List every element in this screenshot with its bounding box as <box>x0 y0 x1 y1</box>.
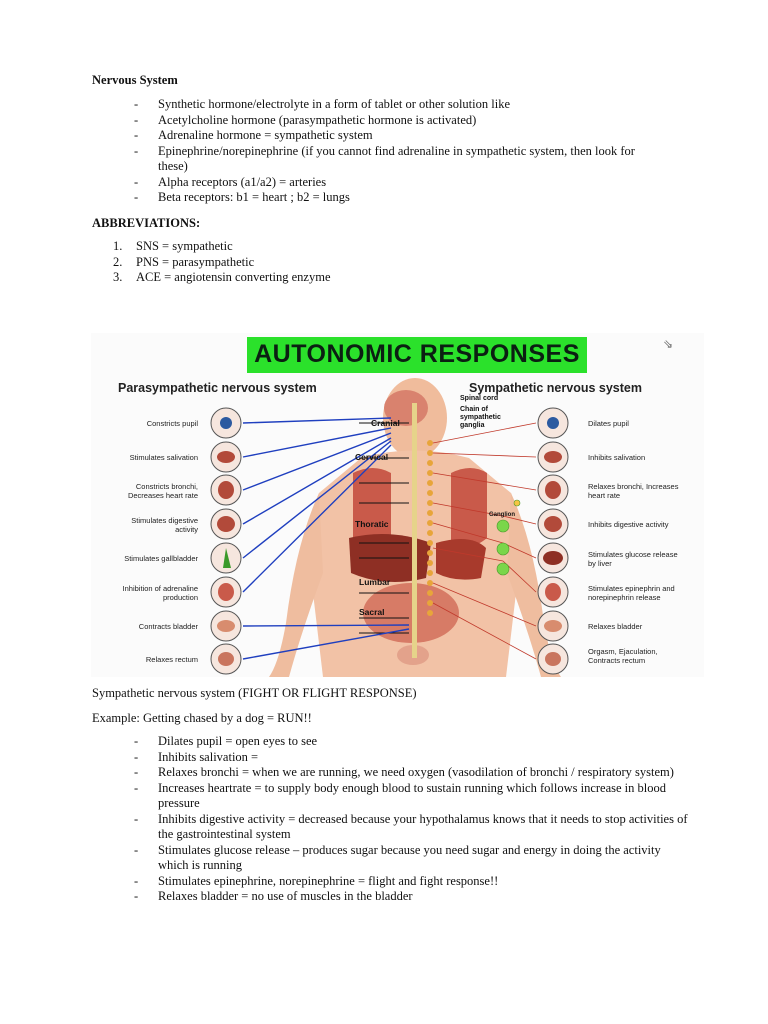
list-item: - Inhibits salivation = <box>134 749 259 764</box>
list-item: - Alpha receptors (a1/a2) = arteries <box>134 174 327 189</box>
list-item: - Stimulates glucose release – produces sugar because you need sugar and energy in doing the activity which is running <box>134 842 661 872</box>
section-heading: Nervous System <box>92 73 178 87</box>
abbreviations-heading: ABBREVIATIONS: <box>92 216 201 230</box>
list-item: - Epinephrine/norepinephrine (if you cannot find adrenaline in sympathetic system, then look for these) <box>134 143 635 173</box>
right-label: Inhibits digestive activity <box>588 520 669 529</box>
list-item: - Stimulates epinephrine, norepinephrine = flight and fight response!! <box>134 873 499 888</box>
left-label: Contracts bladder <box>138 622 198 631</box>
autonomic-responses-diagram <box>91 333 704 677</box>
segment-label: Thoratic <box>355 519 389 529</box>
diagram-banner: AUTONOMIC RESPONSES <box>247 337 587 373</box>
ganglion-label: Ganglion <box>489 512 515 518</box>
list-item: - Relaxes bladder = no use of muscles in the bladder <box>134 889 413 903</box>
spinal-cord-label: Spinal cord <box>460 395 499 402</box>
example-text: Example: Getting chased by a dog = RUN!! <box>92 711 312 725</box>
human-body-figure <box>269 378 561 677</box>
right-label: Relaxes bladder <box>588 622 643 631</box>
left-label: Stimulates digestive activity <box>131 516 198 534</box>
list-item: 3. ACE = angiotensin converting enzyme <box>113 270 331 284</box>
segment-label: Sacral <box>359 607 385 617</box>
right-label: Relaxes bronchi, Increases heart rate <box>588 482 679 500</box>
sns-list <box>0 734 698 905</box>
list-item: - Adrenaline hormone = sympathetic system <box>134 128 373 142</box>
list-item: - Dilates pupil = open eyes to see <box>134 734 318 748</box>
list-item: - Relaxes bronchi = when we are running, we need oxygen (vasodilation of bronchi / respiratory system) <box>134 765 674 779</box>
list-item: - Acetylcholine hormone (parasympathetic hormone is activated) <box>134 112 477 127</box>
right-label: Stimulates epinephrin and norepinephrin release <box>588 584 675 602</box>
list-item: 1. SNS = sympathetic <box>113 239 233 253</box>
left-label: Stimulates gallbladder <box>124 554 198 563</box>
cursor-icon: ⇘ <box>663 337 674 351</box>
right-label: Inhibits salivation <box>588 453 646 462</box>
left-label: Inhibition of adrenaline production <box>122 584 198 602</box>
segment-label: Cervical <box>355 452 389 462</box>
left-label: Constricts bronchi, Decreases heart rate <box>127 482 198 500</box>
list-item: - Synthetic hormone/electrolyte in a form of tablet or other solution like <box>134 97 510 111</box>
left-label: Relaxes rectum <box>145 655 198 664</box>
right-label: Stimulates glucose release by liver <box>588 550 678 568</box>
segment-label: Lumbar <box>359 577 391 587</box>
list-item: - Increases heartrate = to supply body enough blood to sustain running which follows increase in blood pressure <box>134 780 666 810</box>
list-item: 2. PNS = parasympathetic <box>113 254 255 269</box>
list-item: - Beta receptors: b1 = heart ; b2 = lungs <box>134 190 350 204</box>
abbreviations-list <box>0 239 676 286</box>
sns-title: Sympathetic nervous system (FIGHT OR FLIGHT RESPONSE) <box>92 686 417 700</box>
right-label: Orgasm, Ejaculation, Contracts rectum <box>588 647 658 665</box>
left-label: Stimulates salivation <box>129 453 198 462</box>
sympathetic-title: Sympathetic nervous system <box>469 381 642 395</box>
intro-list <box>0 97 698 206</box>
right-label: Dilates pupil <box>588 419 629 428</box>
list-item: - Inhibits digestive activity = decreased because your hypothalamus knows that it needs to stop activities of the gastrointestinal system <box>134 811 688 841</box>
parasympathetic-title: Parasympathetic nervous system <box>118 381 317 395</box>
left-label: Constricts pupil <box>146 419 198 428</box>
segment-label: Cranial <box>371 418 400 428</box>
chain-ganglia-label: Chain of sympathetic ganglia <box>460 406 501 429</box>
